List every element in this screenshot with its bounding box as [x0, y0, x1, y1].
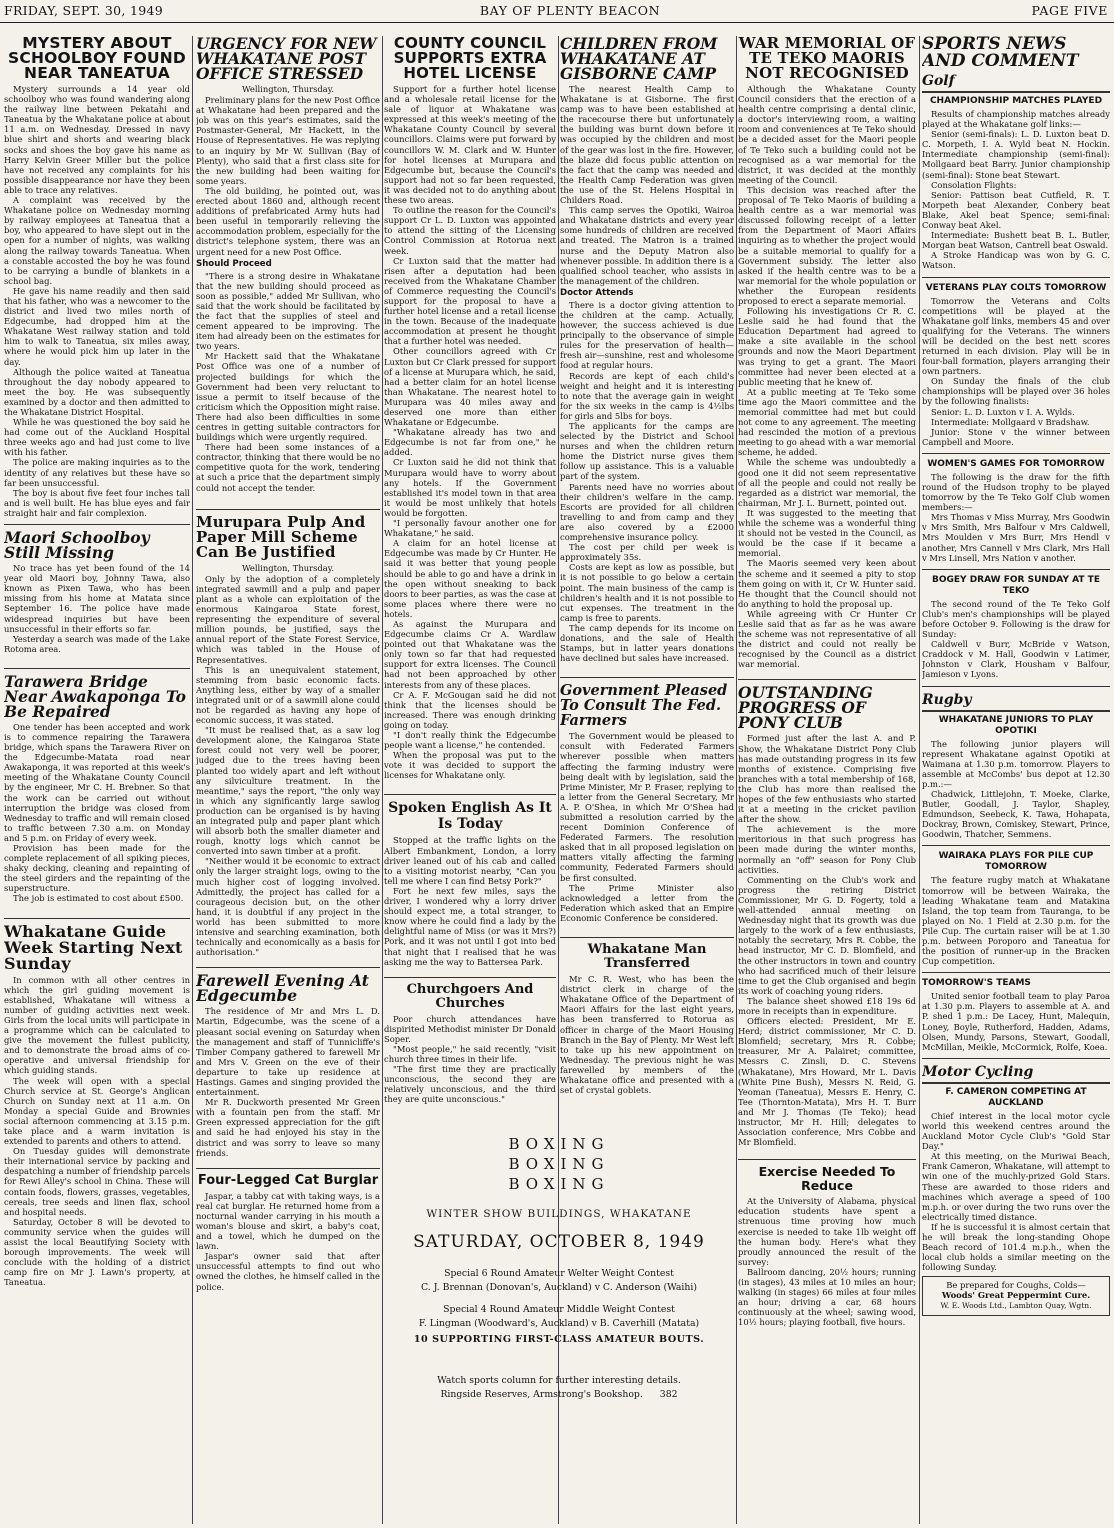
divider	[4, 668, 190, 669]
divider	[560, 937, 734, 938]
article-paragraph: The boy is about five feet four inches tall and is well built. He has blue eyes and fair straight hair and fair complexion.	[4, 487, 190, 518]
divider	[922, 1058, 1110, 1059]
divider	[560, 677, 734, 678]
article-paragraph: Cr Luxton said he did not think that Murupara would have to worry about any hotels. If the Government established it's model town in that area it would be most unlikely that hotels would be forgotten.	[384, 457, 556, 518]
article-paragraph: Provision has been made for the complete replacement of all spiking pieces, shaky decking, cleaning and repainting of the steel girders and the repainting of the superstructure.	[4, 843, 190, 894]
article-paragraph: Commenting on the Club's work and progress the retiring District Commissioner, Mr G. D. Fogerty, told a well-attended annual meeting on Wednesday night that its growth was due largely to the work of a few enthusiasts, notably the secretary, Mrs R. Cobbe, the head instructor, Mr C. D. Blomfield, and the other instructors in town and country who had sacrificed much of their leisure time to get the Club organised and begin its work of coaching young riders.	[738, 874, 916, 996]
article-paragraph: The police are making inquiries as to the identity of any relatives but these have so far been unsuccessful.	[4, 457, 190, 488]
headline-war-memorial: WAR MEMORIAL OF TE TEKO MAORIS NOT RECOGNISED	[738, 36, 916, 82]
headline-murupara-mill: Murupara Pulp And Paper Mill Scheme Can Be Justified	[196, 512, 366, 561]
headline-pony-club: OUTSTANDING PROGRESS OF PONY CLUB	[738, 683, 873, 733]
article-paragraph: Officers elected: President, Mr E. Herd; district commissioner, Mr C. D. Blomfield; secretary, Mrs R. Cobbe; treasurer, Mr A. Palairet; committee, Messrs C. Zinsli, D. C. Stevens (Whakatane), Mrs Howard, Mr L. Davis (White Pine Bush), Messrs N. Reid, G. Yeoman (Taneatua), Messrs E. Henry, C. Tee (Thornton-Matata), Mrs H. T. Burr and Mr J. Thomas (Te Teko); head instructor, Mr H. Hill; delegates to Association conference, Mrs Cobbe and Mr Blomfield.	[738, 1016, 916, 1148]
article-paragraph: A complaint was received by the Whakatane police on Wednesday morning by railway employees at Taneatua that a boy, who appeared to have slept out in the open for a number of nights, was walking along the railway towards Taneatua. When a constable accosted the boy he was found to be carrying a bundle of blankets in a school bag.	[4, 195, 190, 286]
divider	[4, 918, 190, 919]
article-paragraph: Formed just after the last A. and P. Show, the Whakatane District Pony Club has made outstanding progress in its few months of existence. Comprising five branches with a total membership of 168, the Club has more than realised the hopes of the few enthusiasts who started it at a meeting in the cricket pavilion after the show.	[738, 733, 916, 825]
boxing-advertisement	[384, 1134, 734, 1524]
column-6	[922, 36, 1110, 1528]
section-golf: Golf	[922, 73, 955, 89]
article-paragraph: The nearest Health Camp to Whakatane is at Gisborne. The first camp was to have been established at the racecourse there but unfortunately the building was burnt down before it was occupied by the children and most of the gear was lost in the fire. However, the blaze did focus public attention on the fact that the camp was needed and the Health Camp Federation was given the use of the St. Helens Hospital in Childers Road.	[560, 84, 734, 206]
article-paragraph: On Tuesday guides will demonstrate their international service by packing and despatching a number of friendship parcels for Rewi Alley's school in China. These will contain foods, flowers, grasses, vegetables, cereals, tree seeds and linen flax, school and hospital needs.	[4, 1146, 190, 1217]
article-paragraph: One tender has been accepted and work is to commence repairing the Tarawera bridge, which spans the Tarawera River on the Edgecumbe-Matata road near Awakaponga, it was reported at this week's meeting of the Whakatane County Council by the engineer, Mr C. H. Brebner. So that the work can be carried out without interruption the bridge was closed from Wednesday to traffic and will remain closed to traffic between 7.30 a.m. on Monday and 5 p.m. on Friday of every week.	[4, 721, 190, 843]
article-paragraph: "I don't really think the Edgecumbe people want a license," he contended.	[384, 730, 556, 751]
divider	[738, 679, 916, 680]
article-paragraph: "It must be realised that, as a saw log development alone, the Kaingaroa State forest could not very well be poorer, judged due to the trees having been planted too widely apart and left without any silviculture treatment. In the meantime," says the report, "the only way in which any significantly large sawlog production can be organised is by having an integrated pulp and paper plant which will absorb both the smaller diameter and rough, knotty logs which cannot be converted into sawn timber at a profit.	[196, 725, 380, 857]
article-paragraph: Stopped at the traffic lights on the Albert Embankment, London, a lorry driver leaned out of his cab and called to a visiting motorist nearby, "Can you tell me where I can find Betsy Pork?"	[384, 835, 556, 886]
article-paragraph: To outline the reason for the Council's support Cr L. D. Luxton was appointed to attend the sitting of the Licensing Control Commission at Rotorua next week.	[384, 205, 556, 256]
issue-date: FRIDAY, SEPT. 30, 1949	[4, 3, 163, 18]
headline-fed-farmers: Government Pleased To Consult The Fed. Farmers	[560, 682, 728, 730]
article-paragraph: A Stroke Handicap was won by G. C. Watson.	[922, 250, 1110, 271]
ringside-reserves: Ringside Reserves, Armstrong's Bookshop.	[440, 1389, 643, 1400]
article-paragraph: While the scheme was undoubtedly a good one it did not seem representative of all the people and could not really be regarded as a district war memorial, the chairman, Mr J. L. Burnett, pointed out.	[738, 457, 916, 508]
advert-product: Woods' Great Peppermint Cure.	[941, 1290, 1091, 1301]
divider	[922, 845, 1110, 846]
divider	[196, 509, 380, 510]
advert-maker: W. E. Woods Ltd., Lambton Quay, Wgtn.	[940, 1300, 1092, 1310]
headline-championship: CHAMPIONSHIP MATCHES PLAYED	[929, 96, 1103, 106]
boxing-banner: BOXING	[508, 1155, 610, 1173]
contest-bout: F. Lingman (Woodward's, Auckland) v B. Caverhill (Matata)	[418, 1318, 700, 1329]
article-paragraph: "Neither would it be economic to extract only the larger straight logs, owing to the much higher cost of logging involved. Admittedly, the project has called for a courageous decision but, on the other hand, it is doubtful if any project in the world has been submitted to more intensive and searching examination, both technically and economically as a basis for authorisation."	[196, 856, 380, 958]
column-2	[196, 36, 380, 1528]
page-number: PAGE FIVE	[1031, 3, 1108, 18]
column-rule	[919, 36, 920, 1524]
article-paragraph: The balance sheet showed £18 19s 6d more in receipts than in expenditure.	[738, 995, 916, 1016]
article-paragraph: Intermediate: Mollgaard v Bradshaw.	[931, 416, 1090, 427]
article-paragraph: While he was questioned the boy said he had come out of the Auckland Hospital three weeks ago and had just come to live with his father.	[4, 417, 190, 458]
article-paragraph: There is a doctor giving attention to the children at the camp. Actually, however, the success achieved is due principally to the observance of simple rules for the preservation of health—fresh air—sunshine, rest and wholesome food at regular hours.	[560, 299, 734, 371]
divider	[922, 1082, 1110, 1084]
headline-wairaka: WAIRAKA PLAYS FOR PILE CUP TOMORROW	[938, 851, 1094, 873]
divider	[922, 277, 1110, 278]
headline-man-transferred: Whakatane Man Transferred	[587, 942, 707, 972]
article-paragraph: Caldwell v Burr, McBride v Watson, Craddock v M. Hall, Goodwin v Latimer, Johnston v Clark, Housham v Balfour, Jamieson v Lyons.	[922, 639, 1110, 680]
headline-farewell-evening: Farewell Evening At Edgecumbe	[196, 971, 369, 1006]
divider	[384, 977, 556, 978]
article-paragraph: United senior football team to play Paroa at 1.30 p.m. Players to assemble at A. and P. shed 1 p.m.: De Lacey, Hunt, Malequin, Loney, Boyle, Rutherford, Hadden, Adams, Olsen, Mundy, Parsons, Stewart, Goodall, McMillan, Meikle, McCormick, Rolfe, Koea.	[922, 991, 1110, 1052]
article-paragraph: Fort he next few miles, says the driver, I wondered why a lorry driver should expect me, a total stranger, to know where he could find a lady by the delightful name of Miss (or was it Mrs?) Pork, and it was not until I got into bed that night that I realised that he was asking me the way to Battersea Park.	[384, 885, 556, 967]
article-paragraph: Senior: Pattison beat Cutfield, R. T. Morpeth beat Alexander, Conbery beat Blake, Akel beat Spence; semi-final: Conway beat Akel.	[922, 189, 1110, 231]
dateline: Wellington, Thursday.	[241, 562, 335, 573]
article-paragraph: Mr R. Duckworth presented Mr Green with a fountain pen from the staff. Mr Green expressed appreciation for the gift and said he had enjoyed his stay in the district and was sorry to leave so many friends.	[196, 1097, 380, 1158]
headline-gisborne-camp: CHILDREN FROM WHAKATANE AT GISBORNE CAMP	[560, 36, 718, 83]
article-paragraph: This decision was reached after the proposal of Te Teko Maoris of building a health centre as a war memorial was discussed following receipt of a letter from the Department of Maori Affairs inquiring as to whether the project would be a suitable memorial to qualify for a Government subsidy. The letter also asked if the health centre was to be a war memorial for the whole population or whether the European residents proposed to erect a separate memorial.	[738, 184, 916, 306]
article-paragraph: This camp serves the Opotiki, Wairoa and Whakatane districts and every year some hundreds of children are received and treated. The Matron is a trained nurse and the Deputy Matron also whenever possible. In addition there is a qualified school teacher, who assists in the management of the children.	[560, 205, 734, 286]
article-paragraph: Mr C. R. West, who has been the district clerk in charge of the Whakatane Office of the Department of Maori Affairs for the last eight years, has been transferred to Rotorua as officer in charge of the Maori Housing Branch in the Bay of Plenty. Mr West left to take up his new appointment on Wednesday. The previous night he was farewelled by members of the Whakatane office and presented with a set of crystal goblets.	[560, 974, 734, 1096]
advert-code: 382	[659, 1389, 678, 1400]
article-paragraph: Results of championship matches already played at the Whakatane golf links:—	[922, 109, 1110, 130]
article-paragraph: The week will open with a special Church service at St. George's Anglican Church on Sunday next at 11 a.m. On Monday a special Guide and Brownies social afternoon commencing at 3.15 p.m. take place and a warm invitation is extended to parents and others to attend.	[4, 1075, 190, 1147]
article-paragraph: Tomorrow the Veterans and Colts competitions will be played at the Whakatane golf links, members 45 and over qualifying for the Veterans. The winners will be decided on the best nett scores returned in each division. Play will be in four-ball formation, players arranging their own partners.	[922, 295, 1110, 377]
article-paragraph: Cr Luxton said that the matter had risen after a deputation had been received from the Whakatane Chamber of Commerce requesting the Council's support for the proposal to have a further hotel license and a retail license in the town. Because of the inadequate accommodation at present he thought that a further hotel was needed.	[384, 255, 556, 347]
article-paragraph: Jaspar, a tabby cat with taking ways, is a real cat burglar. He returned home from a nocturnal wander carrying in his mouth a woman's blouse and skirt, a baby's coat, and a towel, which he dumped on the lawn.	[196, 1190, 380, 1252]
article-paragraph: Costs are kept as low as possible, but it is not possible to go below a certain point. The main business of the camp is children's health and it is not possible to cut expenses. The treatment in the camp is free to parents.	[560, 562, 734, 623]
headline-post-office: URGENCY FOR NEW WHAKATANE POST OFFICE STRESSED	[196, 36, 377, 83]
article-paragraph: No trace has yet been found of the 14 year old Maori boy, Johnny Tawa, also known as Pixen Tawa, who has been missing from his home at Matata since September 16. The police have made widespread inquiries but have been unsuccessful in their efforts so far.	[4, 563, 190, 634]
article-paragraph: Junior: Stone v the winner between Campbell and Moore.	[922, 426, 1110, 447]
article-paragraph: A claim for an hotel license at Edgecumbe was made by Cr Hunter. He said it was better that young people should be able to go and have a drink in the open without sneaking to back doors to beer parties, as was the case at some places where there were no hotels.	[384, 538, 556, 619]
column-rule	[736, 36, 737, 1524]
article-paragraph: The Maoris seemed very keen about the scheme and it seemed a pity to stop them going on with it, Cr W. Hunter said. He thought that the Council should not do anything to hold the proposal up.	[738, 558, 916, 609]
divider	[922, 972, 1110, 973]
divider	[922, 686, 1110, 687]
article-paragraph: The residence of Mr and Mrs L. D. Martin, Edgecumbe, was the scene of a pleasant social evening on Saturday when the management and staff of Tunnicliffe's Timber Company gathered to farewell Mr and Mrs V. Green on the eve of their departure to take up residence at Hastings. Games and singing provided the entertainment.	[196, 1006, 380, 1098]
article-paragraph: Senior: L. D. Luxton v I. A. Wylds.	[931, 406, 1075, 417]
headline-churchgoers: Churchgoers And Churches	[406, 981, 534, 1011]
article-paragraph: "I personally favour another one for Whakatane," he said.	[384, 518, 556, 539]
article-paragraph: If he is successful it is almost certain that he will break the long-standing Ohope Beach record of 101.4 m.p.h., when the local club holds a similar meeting on the following Sunday.	[922, 1221, 1110, 1273]
article-paragraph: The following junior players will represent Whakatane against Opotiki at Waimana at 1.30 p.m. tomorrow. Players to assemble at McCombs' bus depot at 12.30 p.m.:—	[922, 738, 1110, 789]
boxing-banner: BOXING	[508, 1175, 610, 1193]
headline-tomorrows-teams: TOMORROW'S TEAMS	[922, 978, 1031, 989]
article-paragraph: Yesterday a search was made of the Lake Rotoma area.	[4, 633, 190, 654]
column-5	[738, 36, 916, 1528]
divider	[196, 967, 380, 968]
article-paragraph: Senior (semi-finals): L. D. Luxton beat D. C. Morpeth, I. A. Wyld beat N. Hockin. Intermediate championship (semi-final): Mollgaard beat Barry. Junior championship (semi-final): Stone beat Stewart.	[922, 129, 1110, 180]
article-paragraph: At the University of Alabama, physical education students have spent a strenuous time proving how much exercise is needed to take 1lb weight off the human body. Here's what they proudly announced the result of the survey:	[738, 1196, 916, 1267]
article-paragraph: At a public meeting at Te Teko some time ago the Maori committee and the memorial committee had met but could not come to any agreement. The meeting had rescinded the motion of a previous meeting to go ahead with a war memorial scheme, he added.	[738, 386, 916, 458]
article-paragraph: Although the police waited at Taneatua throughout the day nobody appeared to meet the boy. He was subsequently examined by a doctor and then admitted to the Whakatane District Hospital.	[4, 366, 190, 417]
article-paragraph: As against the Murupara and Edgecumbe claims Cr A. Wardlaw pointed out that Whakatane was the only town so far that had requested support for extra licenses. The Council had not been approached by other interests from any of these places.	[384, 618, 556, 690]
article-paragraph: Mr Hackett said that the Whakatane Post Office was one of a number of projected buildings for which the Government had been very reluctant to issue a permit to itself because of the criticism which the Opposition might raise. There had also been difficulties in some centres in getting suitable contractors for buildings which were urgently required.	[196, 351, 380, 443]
article-paragraph: It was suggested to the meeting that while the scheme was a wonderful thing it should not be vested in the Council, as would be the case if it became a memorial.	[738, 507, 916, 559]
article-paragraph: Mystery surrounds a 14 year old schoolboy who was found wandering along the railway line between Pekatahi and Taneatua by the Whakatane police at about 11 a.m. on Wednesday. Dressed in navy blue shirt and shorts and wearing black socks and shoes the boy gave his name as Harry Kelvin Greer Miller but the police have not received any complaints for his possible disappearance nor have they been able to trace any relatives.	[4, 84, 190, 195]
subheading: Should Proceed	[196, 258, 272, 269]
article-paragraph: Preliminary plans for the new Post Office at Whakatane had been prepared and the job was on this year's estimates, said the Postmaster-General, Mr Hackett, in the House of Representatives. He was replying to an inquiry by Mr W. Sullivan (Bay of Plenty), who said that a first class site for the new building had been waiting for some years.	[196, 95, 380, 186]
column-rule	[382, 36, 383, 1524]
article-paragraph: "There is a strong desire in Whakatane that the new building should proceed as soon as possible," added Mr Sullivan, who said that the work should be facilitated by the fact that the supplies of steel and cement appeared to be improving. The item had already been on the estimates for two years.	[196, 270, 380, 352]
article-paragraph: The applicants for the camps are selected by the District and School nurses and when the children return home the District nurse gives them follow up assistance. This is a valuable part of the system.	[560, 421, 734, 482]
article-paragraph: The Prime Minister also acknowledged a letter from the Federation which asked that an Empire Economic Conference be considered.	[560, 882, 734, 923]
sports-section-title: SPORTS NEWS AND COMMENT	[922, 36, 1079, 71]
contest-title: Special 6 Round Amateur Welter Weight Contest	[444, 1268, 674, 1279]
article-paragraph: Intermediate: Bushett beat B. L. Butler, Morgan beat Watson, Cantrell beat Oswald.	[922, 230, 1110, 251]
dateline: Wellington, Thursday.	[241, 84, 335, 94]
headline-bogey-draw: BOGEY DRAW FOR SUNDAY AT TE TEKO	[932, 574, 1100, 596]
article-paragraph: This is an unequivalent statement, stemming from basic economic facts. Anything less, either by way of a smaller integrated unit or of a sawmill alone could not be regarded as having any hope of economic success, it was stated.	[196, 664, 380, 726]
masthead	[0, 0, 1114, 23]
contest-bout: C. J. Brennan (Donovan's, Auckland) v C. Anderson (Waihi)	[421, 1282, 697, 1293]
headline-tarawera-bridge: Tarawera Bridge Near Awakaponga To Be Repaired	[4, 671, 187, 721]
column-rule	[192, 36, 193, 1524]
article-paragraph: Other councillors agreed with Cr Luxton but Cr Clark pressed for support of a license at Murupara which, he said, had a better claim for an hotel license than Whakatane. The nearest hotel to Murupara was 40 miles away and deserved one more than either Whakatane or Edgecumbe.	[384, 346, 556, 428]
article-paragraph: Records are kept of each child's weight and height and it is interesting to note that the average gain in weight for the six weeks in the camp is 4½lbs for girls and 5lbs for boys.	[560, 370, 734, 421]
advert-note: Watch sports column for further interesting details.	[437, 1375, 681, 1386]
article-paragraph: Support for a further hotel license and a wholesale retail license for the sale of liquor at Whakatane was expressed at this week's meeting of the Whakatane County Council by several councillors. Claims were put forward by councillors W. M. Clark and W. Hunter for hotel licenses at Murupara and Edgecumbe but, because the Council's support had not so far been requested, it was decided not to do anything about these two areas.	[384, 84, 556, 206]
article-paragraph: On Sunday the finals of the club championships will be played over 36 holes by the following finalists:	[922, 376, 1110, 407]
headline-veterans: VETERANS PLAY COLTS TOMORROW	[925, 282, 1107, 293]
article-paragraph: Chief interest in the local motor cycle world this weekend centres around the Auckland Motor Cycle Club's "Gold Star Day."	[922, 1110, 1110, 1152]
divider	[4, 524, 190, 525]
headline-womens-games: WOMEN'S GAMES FOR TOMORROW	[927, 458, 1105, 469]
headline-cameron: F. CAMERON COMPETING AT AUCKLAND	[945, 1086, 1087, 1108]
event-venue: WINTER SHOW BUILDINGS, WHAKATANE	[426, 1208, 692, 1220]
article-paragraph: Consolation Flights:	[931, 179, 1017, 190]
divider	[922, 91, 1110, 93]
article-paragraph: "Whakatane already has two and Edgecumbe is not far from one," he added.	[384, 427, 556, 458]
article-paragraph: When the proposal was put to the vote it was decided to support the licenses for Whakatane only.	[384, 750, 556, 781]
article-paragraph: The Government would be pleased to consult with Federated Farmers wherever possible when matters affecting the farming industry were being dealt with by legislation, said the Prime Minister, Mr P. Fraser, replying to a letter from the General Secretary, Mr A. P. O'Shea, in which Mr O'Shea had submitted a resolution carried by the recent Dominion Conference of Federated Farmers. The resolution asked that in all proposed legislation on matters vitally affecting the farming community, Federated Farmers should be first consulted.	[560, 731, 734, 883]
article-paragraph: Following his investigations Cr R. C. Leslie said he had found that the Education Department had agreed to make a site available in the school grounds and now the Maori Department was trying to get a grant. The Maori committee had never been elected at a public meeting that he knew of.	[738, 306, 916, 387]
contest-title: Special 4 Round Amateur Middle Weight Contest	[443, 1304, 675, 1315]
article-paragraph: The achievement is the more meritorious in that such progress has been made during the winter months, normally an "off" season for Pony Club activities.	[738, 824, 916, 875]
section-rugby: Rugby	[922, 691, 972, 708]
article-paragraph: "Most people," he said recently, "visit church three times in their life.	[384, 1043, 556, 1065]
article-paragraph: The old building, he pointed out, was erected about 1860 and, although recent additions of prefabricated Army huts had been useful in temporarily relieving the accommodation problem, especially for the district's telephone system, there was an urgent need for a new Post Office.	[196, 185, 380, 257]
article-paragraph: The job is estimated to cost about £500.	[13, 893, 184, 904]
column-4	[560, 36, 734, 1128]
divider	[384, 794, 556, 795]
article-paragraph: The feature rugby match at Whakatane tomorrow will be between Wairaka, the leading Whakatane team and Matakina Island, the top team from Tauranga, to be played on No. 1 Field at 2.30 p.m. for the Pile Cup. The curtain raiser will be at 1.30 p.m. between Poroporo and Taneatua for the position of runner-up in the Bracken Cup competition.	[922, 875, 1110, 967]
peppermint-cure-advert	[922, 1276, 1110, 1315]
article-paragraph: Parents need have no worries about their children's welfare in the camp. Escorts are provided for all children travelling to and from camp and they are also covered by a £2000 comprehensive insurance policy.	[560, 481, 734, 543]
article-paragraph: At this meeting, on the Muriwai Beach, Frank Cameron, Whakatane, will attempt to win one of the muchly-prized Gold Stars. These are awarded to those riders and machines which average a speed of 100 m.p.h. or over during the two runs over the electrically timed distance.	[922, 1151, 1110, 1222]
headline-spoken-english: Spoken English As It Is Today	[388, 800, 552, 833]
divider	[922, 569, 1110, 570]
boxing-banner: BOXING	[508, 1135, 610, 1153]
supporting-bouts: 10 SUPPORTING FIRST-CLASS AMATEUR BOUTS.	[413, 1334, 705, 1345]
divider	[738, 1159, 916, 1160]
headline-guide-week: Whakatane Guide Week Starting Next Sunday	[4, 921, 183, 973]
article-paragraph: There had been some instances of a contractor, thinking that there would be no competitive quota for the work, tendering at such a price that the department simply could not accept the tender.	[196, 442, 380, 493]
subheading: Doctor Attends	[560, 287, 634, 298]
divider	[922, 453, 1110, 454]
article-paragraph: He gave his name readily and then said that his father, who was a newcomer to the district and lived two miles north of Edgecumbe, had dropped him at the Whakatane West railway station and told him to walk to Taneatua, six miles away, where he would pick him up later in the day.	[4, 285, 190, 367]
event-date: SATURDAY, OCTOBER 8, 1949	[413, 1232, 705, 1252]
article-paragraph: While agreeing with Cr Hunter Cr Leslie said that as far as he was aware the scheme was not representative of all the district and could not really be recognised by the Council as a district war memorial.	[738, 608, 916, 670]
section-motor-cycling: Motor Cycling	[922, 1063, 1034, 1080]
article-paragraph: "The first time they are practically unconscious, the second they are relatively unconscious, and the third they are quite unconscious."	[384, 1064, 556, 1105]
article-paragraph: The following is the draw for the fifth round of the Hudson trophy to be played tomorrow by the Te Teko Golf Club women members:—	[922, 471, 1110, 513]
article-paragraph: Although the Whakatane County Council considers that the erection of a health centre comprising a dental clinic, a doctor's interviewing room, a waiting room and conveniences at Te Teko should be a decided asset for the Maori people of Te Teko such a building could not be recognised as a war memorial for the district, it was decided at the monthly meeting of the Council.	[738, 84, 916, 185]
article-paragraph: Saturday, October 8 will be devoted to community service when the guides will assist the local Beautifying Society with borough improvements. The week will conclude with the holding of a district camp fire on Mr J. Lawn's property, at Taneatua.	[4, 1216, 190, 1288]
article-paragraph: Ballroom dancing, 20½ hours; running (in stages), 43 miles at 10 miles an hour; walking (in stages) 66 miles at four miles an hour; driving a car, 68 hours continuously at the wheel; sawing wood, 10½ hours; playing football, five hours.	[738, 1266, 916, 1328]
headline-maori-schoolboy: Maori Schoolboy Still Missing	[4, 528, 150, 563]
headline-juniors: WHAKATANE JUNIORS TO PLAY OPOTIKI	[938, 714, 1094, 736]
article-paragraph: Chadwick, Littlejohn, T. Moeke, Clarke, Butler, Goodall, J. Taylor, Shapley, Edmundson, Seebeck, K. Tawa, Hohapata, Dockray, Brown, Comiskey, Stewart, Prince, Goodwin, Thatcher, Semmens.	[922, 788, 1110, 840]
newspaper-title: BAY OF PLENTY BEACON	[479, 3, 661, 18]
column-1	[4, 36, 190, 1528]
advert-bookings	[384, 1389, 734, 1401]
article-paragraph: Poor church attendances have dispirited Methodist minister Dr Donald Soper.	[384, 1013, 556, 1044]
article-paragraph: The second round of the Te Teko Golf Club's men's championships will be played before October 9. Following is the draw for Sunday:	[922, 598, 1110, 640]
headline-mystery-schoolboy: MYSTERY ABOUT SCHOOLBOY FOUND NEAR TANEATUA	[8, 36, 186, 82]
column-3	[384, 36, 556, 1128]
article-paragraph: In common with all other centres in which the girl guiding movement is established, Whakatane will witness a number of guiding activities next week. Girls from the local units will participate in a programme which can be calculated to give the movement the fullest publicity, and to demonstrate the broad aims of co-operative and universal friendship for which guiding stands.	[4, 974, 190, 1076]
article-paragraph: Jaspar's owner said that after unsuccessful attempts to find out who owned the clothes, he himself called in the police.	[196, 1251, 380, 1292]
article-paragraph: Mrs Thomas v Miss Murray, Mrs Goodwin v Mrs Smith, Mrs Balfour v Mrs Caldwell, Mrs Moulden v Mrs Burr, Mrs Hendl v another, Mrs Cannell v Mrs Clark, Mrs Hall v Mrs Linsell, Mrs Nation v another.	[922, 512, 1110, 563]
article-paragraph: The cost per child per week is approximately 35s.	[560, 542, 734, 563]
headline-hotel-license: COUNTY COUNCIL SUPPORTS EXTRA HOTEL LICENSE	[393, 36, 547, 82]
article-paragraph: Only by the adoption of a completely integrated sawmill and a pulp and paper plant as a whole can exploitation of the enormous Kaingaroa State forest, representing the expenditure of several million pounds, be justified, says the annual report of the State Forest Service, which was tabled in the House of Representatives.	[196, 573, 380, 665]
headline-exercise: Exercise Needed To Reduce	[758, 1164, 896, 1194]
article-paragraph: Cr A. F. McGougan said he did not think that the licenses should be increased. There was enough drinking going on today.	[384, 689, 556, 730]
article-paragraph: The camp depends for its income on donations, and the sale of Health Stamps, but in latter years donations have declined but sales have increased.	[560, 622, 734, 664]
divider	[196, 1168, 380, 1169]
advert-line: Be prepared for Coughs, Colds—	[946, 1280, 1086, 1291]
divider	[922, 710, 1110, 712]
headline-cat-burglar: Four-Legged Cat Burglar	[197, 1172, 379, 1188]
